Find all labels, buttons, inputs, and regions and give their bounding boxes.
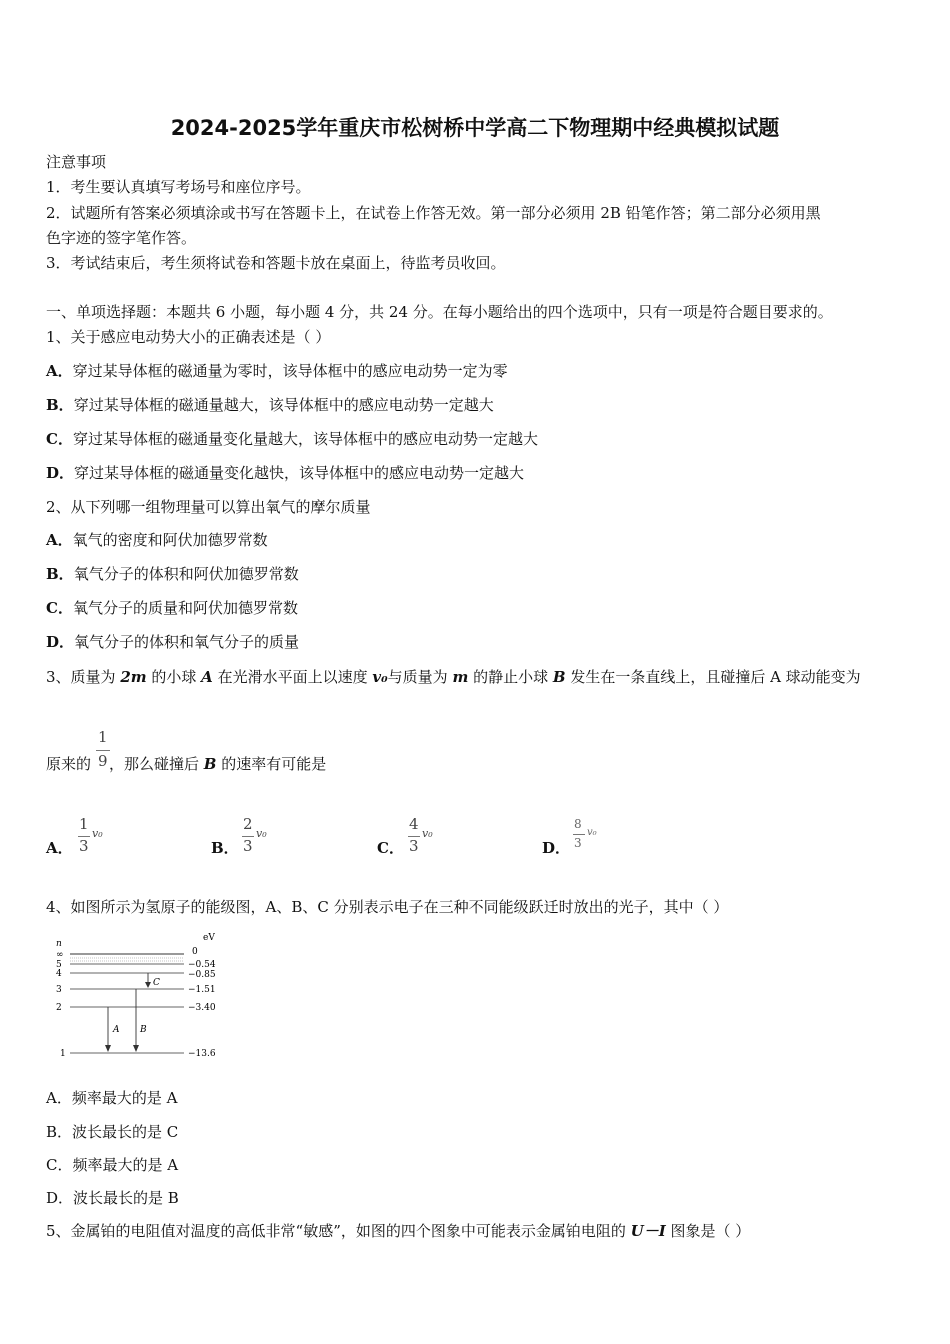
- option-text: 穿过某导体框的磁通量变化越快，该导体框中的感应电动势一定越大: [74, 464, 525, 482]
- question-2-option-c[interactable]: [46, 598, 298, 618]
- fraction-bar: [573, 834, 585, 835]
- question-4-option-a[interactable]: A．频率最大的是 A: [46, 1089, 178, 1107]
- arrow-label: A: [113, 1025, 120, 1035]
- question-3-option-b[interactable]: [211, 838, 239, 858]
- arrow-c-head: [145, 982, 151, 988]
- option-letter: B．: [211, 839, 239, 857]
- fraction-bar: [96, 750, 110, 751]
- notice-heading: 注意事项: [46, 153, 107, 171]
- question-2-option-d[interactable]: [46, 632, 299, 652]
- option-text: 穿过某导体框的磁通量越大，该导体框中的感应电动势一定越大: [73, 396, 494, 414]
- question-3-stem-line2: 原来的 ，那么碰撞后 B 的速率有可能是: [46, 755, 327, 773]
- level-energy: −0.85: [188, 970, 216, 980]
- level-n: 3: [56, 985, 62, 995]
- question-4-stem: 4、如图所示为氢原子的能级图，A、B、C 分别表示电子在三种不同能级跃迁时放出的光子，其中（ ）: [46, 898, 729, 916]
- option-letter: A．: [46, 839, 73, 857]
- section-heading: 一、单项选择题：本题共 6 小题，每小题 4 分，共 24 分。在每小题给出的四个选项中，只有一项是符合题目要求的。: [46, 303, 833, 321]
- arrow-label: C: [153, 978, 160, 988]
- option-letter: D．: [542, 839, 571, 857]
- option-text: 氧气分子的体积和阿伏加德罗常数: [73, 565, 299, 583]
- notice-item: 色字迹的签字笔作答。: [46, 229, 197, 247]
- n-label: n: [56, 939, 62, 949]
- page-title: 2024-2025学年重庆市松树桥中学高二下物理期中经典模拟试题: [170, 116, 780, 140]
- fraction-denominator: 3: [243, 837, 253, 855]
- option-text: 氧气分子的体积和氧气分子的质量: [74, 633, 300, 651]
- level-n: 4: [56, 969, 62, 979]
- arrow-label: B: [140, 1025, 147, 1035]
- option-letter: B．: [46, 396, 74, 414]
- fraction-numerator: 1: [98, 728, 108, 746]
- fraction-denominator: 3: [79, 837, 89, 855]
- option-letter: A．: [46, 531, 73, 549]
- option-letter: D．: [46, 633, 75, 651]
- question-1-option-d[interactable]: [46, 463, 524, 483]
- level-energy: 0: [192, 947, 198, 957]
- question-3-option-d[interactable]: [542, 838, 570, 858]
- level-energy: −1.51: [188, 985, 216, 995]
- fraction-numerator: 8: [574, 817, 582, 831]
- level-energy: −3.40: [188, 1003, 216, 1013]
- level-energy: −13.6: [188, 1049, 216, 1059]
- question-1-option-a[interactable]: [46, 361, 508, 381]
- question-4-option-c[interactable]: C．频率最大的是 A: [46, 1156, 179, 1174]
- notice-item: 2．试题所有答案必须填涂或书写在答题卡上，在试卷上作答无效。第一部分必须用 2B 铅笔作答；第二部分必须用黑: [46, 204, 821, 222]
- question-4-option-b[interactable]: B．波长最长的是 C: [46, 1123, 179, 1141]
- option-text: 氧气分子的质量和阿伏加德罗常数: [72, 599, 298, 617]
- question-1-stem: 1、关于感应电动势大小的正确表述是（ ）: [46, 328, 331, 346]
- energy-level-diagram: [50, 928, 230, 1064]
- velocity-symbol: v₀: [92, 827, 103, 840]
- question-1-option-b[interactable]: [46, 395, 494, 415]
- level-energy: −0.54: [188, 960, 216, 970]
- question-5-stem: 5、金属铂的电阻值对温度的高低非常“敏感”，如图的四个图象中可能表示金属铂电阻的 U－I 图象是（ ）: [46, 1222, 751, 1240]
- level-n: ∞: [56, 950, 64, 960]
- notice-item: 1．考生要认真填写考场号和座位序号。: [46, 178, 311, 196]
- fraction-numerator: 1: [79, 815, 89, 833]
- fraction-denominator: 3: [409, 837, 419, 855]
- velocity-symbol: v₀: [256, 827, 267, 840]
- option-text: 氧气的密度和阿伏加德罗常数: [72, 531, 268, 549]
- question-3-stem: 3、质量为 2m 的小球 A 在光滑水平面上以速度 v₀与质量为 m 的静止小球 B 发生在一条直线上，且碰撞后 A 球动能变为: [46, 668, 861, 686]
- option-letter: C．: [46, 430, 73, 448]
- unit-label: eV: [203, 933, 215, 943]
- question-3-option-a[interactable]: [46, 838, 73, 858]
- level-n: 5: [56, 960, 62, 970]
- velocity-symbol: v₀: [422, 827, 433, 840]
- level-n: 1: [60, 1049, 66, 1059]
- question-2-stem: 2、从下列哪一组物理量可以算出氧气的摩尔质量: [46, 498, 371, 516]
- option-text: 穿过某导体框的磁通量变化量越大，该导体框中的感应电动势一定越大: [72, 430, 538, 448]
- question-1-option-c[interactable]: [46, 429, 538, 449]
- fraction-denominator: 9: [98, 752, 108, 770]
- arrow-a-head: [105, 1045, 111, 1052]
- option-letter: D．: [46, 464, 75, 482]
- velocity-symbol: v₀: [587, 827, 597, 838]
- fraction-denominator: 3: [574, 836, 582, 850]
- option-letter: A．: [46, 362, 73, 380]
- option-text: 穿过某导体框的磁通量为零时，该导体框中的感应电动势一定为零: [72, 362, 508, 380]
- level-n: 2: [56, 1003, 62, 1013]
- option-letter: B．: [46, 565, 74, 583]
- option-letter: C．: [46, 599, 73, 617]
- option-letter: C．: [377, 839, 404, 857]
- question-4-option-d[interactable]: D．波长最长的是 B: [46, 1189, 179, 1207]
- question-3-option-c[interactable]: [377, 838, 404, 858]
- notice-item: 3．考试结束后，考生须将试卷和答题卡放在桌面上，待监考员收回。: [46, 254, 506, 272]
- fraction-numerator: 2: [243, 815, 253, 833]
- fraction-numerator: 4: [409, 815, 419, 833]
- question-2-option-b[interactable]: [46, 564, 299, 584]
- question-2-option-a[interactable]: [46, 530, 268, 550]
- arrow-b-head: [133, 1045, 139, 1052]
